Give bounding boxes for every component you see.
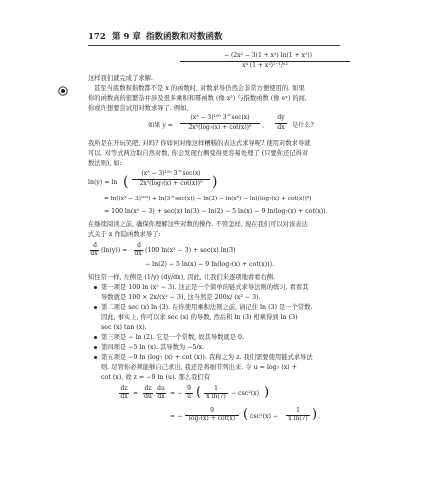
z2-top: 9	[210, 407, 214, 414]
ln-lhs: ln(y) = ln	[88, 179, 118, 186]
ln-numerator: (x² − 3)¹⁰⁰ 3^sec(x)	[141, 170, 201, 177]
z2-equals-minus: = −	[170, 413, 183, 420]
bullet-line: 第四项是 −5 ln (x). 其导数为 −5/x.	[101, 344, 205, 351]
example-dy: dy	[277, 114, 285, 121]
bullet-line: 第三项是 − ln (2). 它是一个常数, 故其导数就是 0.	[101, 334, 245, 341]
bullet-line: 第五项是 −9 ln (log₇ (x) + cot (x)). 我称之为 z. 我们需要使用链式求导法	[101, 354, 313, 361]
ln-paren-right: )	[212, 174, 218, 190]
z1-m1-bottom: du	[144, 393, 152, 400]
example-dx: dx	[277, 124, 285, 131]
z2-p-bottom: x ln(7)	[288, 415, 308, 422]
z1-paren-left: (	[196, 385, 202, 400]
bullet-line: sec (x) tan (x).	[101, 324, 147, 331]
d-right-argument: (100 ln(x² − 3) + sec(x) ln(3)	[145, 247, 236, 254]
z1-paren-bottom: x ln(7)	[206, 393, 226, 400]
d-left-argument: (ln(y)) =	[101, 247, 128, 254]
z2-p-top: 1	[296, 407, 300, 414]
page-number: 172	[88, 32, 106, 42]
z2-end: .	[318, 413, 320, 420]
bullet-dot	[94, 336, 97, 339]
z1-m2-top: du	[157, 385, 165, 392]
z1-lhs-bottom: dx	[120, 393, 128, 400]
top-fraction-numerator: − (2x² − 3(1 + x²) ln(1 + x²))	[224, 52, 312, 59]
d-left-top: d	[93, 242, 97, 249]
z1-paren-top: 1	[214, 385, 218, 392]
bullet-dot	[94, 306, 97, 309]
z1-lhs-top: dz	[120, 385, 128, 392]
paragraph-line: 知往常一样, 左侧是 (1/y) (dy/dx), 因此, 让我们来逐项地看看右侧.	[88, 274, 276, 281]
z1-tail: − csc²(x)	[231, 390, 260, 397]
z2-paren-body: csc²(x) −	[250, 413, 279, 420]
d-right-bottom: dx	[134, 250, 142, 257]
top-fraction-denominator: x⁴ (1 + x²)¹⁻¹/ˣ²	[242, 62, 288, 69]
bullet-dot	[94, 286, 97, 289]
paragraph-line: 甚至当底数和指数都不是 x 的函数时, 对数求导仍然会非常方便使用的. 如果	[94, 85, 305, 92]
paragraph-line: 式关于 x 作隐函数求导了:	[88, 231, 161, 238]
z1-equals: =	[133, 390, 139, 397]
z1-m2-bottom: dx	[157, 393, 165, 400]
example-denominator: 2x⁵(log₇(x) + cot(x))⁹	[188, 124, 252, 131]
d-left-bottom: dx	[90, 250, 98, 257]
bullet-dot	[94, 346, 97, 349]
bullet-dot	[94, 356, 97, 359]
example-comma: ,	[262, 122, 264, 129]
header-rule	[88, 45, 340, 46]
chapter-title: 指数函数和对数函数	[146, 32, 223, 42]
d-right-top: d	[137, 242, 141, 249]
ln-denominator: 2x⁵(log₇(x) + cot(x))⁹	[139, 180, 203, 187]
bullet-line: 导数就是 100 × 2x/(x² − 3), 这当然是 200x/ (x² − 3).	[101, 294, 261, 301]
margin-note-icon	[58, 86, 68, 96]
z1-coef-bottom: u	[187, 393, 191, 400]
paragraph-line: 这样我们就完成了求解.	[88, 75, 153, 82]
z2-bottom: log₇(x) + cot(x)	[188, 415, 236, 422]
ln-row-3: = 100 ln(x² − 3) + sec(x) ln(3) − ln(2) − 5 ln(x) − 9 ln(log₇(x) + cot(x)).	[104, 208, 328, 215]
paragraph-line: 在继续阅读之前, 确保你理解这些对数的操作. 不管怎样, 现在我们可以对该表达	[88, 221, 308, 228]
paragraph-line: 我所是在开玩笑吧, 对吗? 你如何对像这样糟糕的表达式求导呢? 使用对数求导就	[88, 140, 311, 147]
ln-row-2: = ln((x² − 3)¹⁰⁰) + ln(3^sec(x)) − ln(2) − ln(x⁵) − ln((log₇(x) + cot(x))⁹)	[104, 196, 312, 202]
paragraph-line: 你或许想要尝试用对数求导了. 例如,	[88, 105, 189, 112]
z1-m1-top: dz	[144, 385, 152, 392]
example-numerator: (x² − 3)¹⁰⁰ 3^sec(x)	[190, 114, 250, 121]
bullet-line: 则. 尽管你必须能够自己求出, 我还是将细节列出来. 令 u = log₇ (x) +	[101, 364, 297, 371]
ln-paren-left: (	[123, 174, 129, 190]
bullet-line: 因此, 事实上, 你可以求 sec (x) 的导数, 然后和 ln (3) 相乘得到 ln (3)	[101, 314, 298, 321]
example-prefix: 如果 y =	[148, 122, 173, 129]
d-row-2: − ln(2) − 5 ln(x) − 9 ln(log₇(x) + cot(x))).	[145, 261, 274, 268]
bullet-line: 第一项是 100 ln (x² − 3). 这正是一个简单的链式求导法则的练习, 看看其	[101, 284, 309, 291]
bullet-line: 第二项是 sec (x) ln (3). 在你使用乘积法则之前, 请记住 ln (3) 是一个常数.	[101, 304, 313, 311]
example-suffix: 是什么?	[292, 122, 314, 129]
z1-paren-right: )	[264, 385, 270, 400]
paragraph-line: 你的函数真的很繁杂并涉及很多乘积和幂函数 (像 x²) 与指数函数 (像 eˣ) 的商,	[88, 95, 307, 102]
z2-paren-left: (	[243, 407, 249, 422]
bullet-line: cot (x), 故 z = −9 ln (u). 那么我们有	[101, 374, 211, 381]
chapter-label: 第 9 章	[112, 32, 141, 42]
z1-coef-top: 9	[187, 385, 191, 392]
paragraph-line: 可以. 对等式两边取自然对数, 你会发现右侧变得更容易处理了 (只要你还记得对	[88, 150, 309, 157]
z1-equals-minus: = −	[170, 390, 183, 397]
running-header	[88, 31, 338, 43]
paragraph-line: 数法则), 如:	[88, 160, 122, 167]
z2-paren-right: )	[312, 407, 318, 422]
